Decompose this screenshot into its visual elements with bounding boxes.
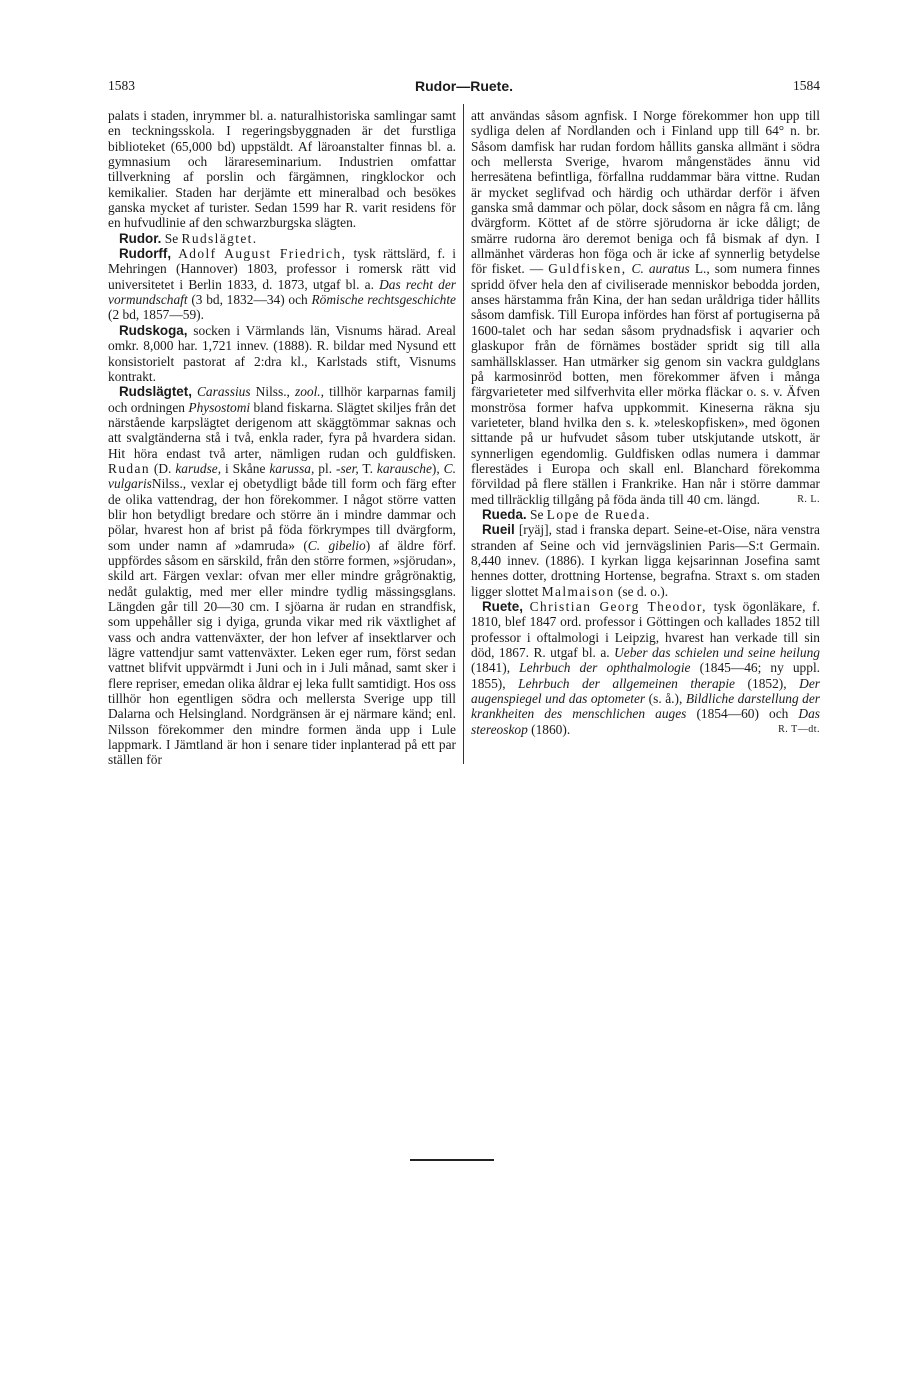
- book-title: Römische rechtsgeschichte: [311, 292, 457, 308]
- entry-rudskoga: Rudskoga, socken i Värmlands län, Visnums härad. Areal omkr. 8,000 har. 1,721 innev. (1888). R. bildar med Nysund ett konsistorielt pastorat af 2:dra kl., Karlstads stift, Visnums kontrakt.: [108, 322, 456, 384]
- right-column: [471, 108, 820, 737]
- book-title: Ueber das schielen und seine heilung: [614, 645, 820, 661]
- book-title: Der augenspiegel und das optometer: [471, 675, 820, 707]
- entry-rueil: Rueil [ryäj], stad i franska depart. Seine-et-Oise, nära venstra stranden af Seine och vid jernvägslinien Paris—S:t Germain. 8,440 innev. (1886). I kyrkan ligga kejsarinnan Josefina samt hennes dotter, drottning Hortense, begrafna. Straxt s. om staden ligger slottet Malmaison (se d. o.).: [471, 522, 820, 599]
- entry-continuation: att användas såsom agnfisk. I Norge förekommer hon upp till sydliga delen af Nordlanden och i Finland upp till 64° n. br. Såsom damfisk har rudan fordom hållits ganska allmänt i södra och mellersta Sverige, hvarom mångenstädes ännu vid herresätena befintliga, förfallna ruddammar bära vittne. Rudan är mycket seglifvad och härdig och uthärdar derför i äfven ganska små dammar och pölar, dock såsom en några få cm. lång dvärgform. Köttet af de större sjörudorna är icke dåligt; de smärre rudorna äro deremot beniga och få bismak af dyn. I allmänhet värderas hon föga och är icke af synnerlig betydelse för fisket. — Guldfisken, C. auratus L., som numera finnes spridd öfver hela den af civiliserade menniskor bebodda jorden, anses härstamma från Kina, der han sedan uråldriga tider hållits såsom damfisk. Till Europa infördes han först af portugiserna på 1600-talet och har sedan såsom prydnadsfisk i aqvarier och glaskupor från de förnämes bostäder spridt sig till alla samhällsklasser. Han utmärker sig genom sin vackra guldglans på karmosinröd botten, men förekommer äfven i många färgvarieteter med silfverhvita eller mörka fläckar o. s. v. Äfven monströsa former hafva uppkommit. Kineserna räkna sju varieteter, bland hvilka den s. k. »teleskopfisken», med ögonen sittande på ur hufvudet såsom tuber utskjutande utskott, är synnerligen egendomlig. Guldfisken odlas numera i dammar flerestädes i Europa och skall enl. Blanchard förekomma förvildad på flere ställen i Frankrike. Han når i större dammar med tillräcklig tillgång på föda ända till 40 cm. längd. R. L.: [471, 108, 820, 507]
- entry-continuation: palats i staden, inrymmer bl. a. naturalhistoriska samlingar samt en teckningsskola. I regeringsbyggnaden är det furstliga biblioteket (65,000 bd) uppstäldt. Af läroanstalter finnas bl. a. gymnasium och lärareseminarium. Industrien omfattar tillverkning af porslin och färgämnen, ringklockor och kemikalier. Staden har derjämte ett mineralbad och besökes ganska mycket af turister. Sedan 1599 har R. varit residens för en hufvudlinie af den schwarzburgska slägten.: [108, 108, 456, 231]
- book-title: Das recht der vormundschaft: [108, 276, 457, 308]
- headword: Ruete,: [482, 599, 523, 614]
- cross-reference: Rudslägtet.: [181, 230, 258, 246]
- book-title: Lehrbuch der ophthalmologie: [519, 660, 691, 676]
- left-column: [108, 108, 456, 768]
- headword: Rudslägtet,: [119, 384, 192, 400]
- author-signature: R. L.: [797, 493, 820, 505]
- cross-reference: Lope de Rueda.: [546, 506, 651, 522]
- headword: Rueda.: [482, 506, 527, 522]
- headword: Rudor.: [119, 230, 162, 246]
- entry-rudorff: Rudorff, Adolf August Friedrich, tysk rättslärd, f. i Mehringen (Hannover) 1803, professor i romersk rätt vid universitetet i Berlin 1833, d. 1873, utgaf bl. a. Das recht der vormundschaft (3 bd, 1832—34) och Römische rechtsgeschichte (2 bd, 1857—59).: [108, 246, 457, 323]
- book-title: Das stereoskop: [471, 706, 820, 737]
- entry-ruete: Ruete, Christian Georg Theodor, tysk ögonläkare, f. 1810, blef 1847 ord. professor i Göttingen och kallades 1852 till professor i oftalmologi i Leipzig, hvarest han verkade till sin död, 1867. R. utgaf bl. a. Ueber das schielen und seine heilung (1841), Lehrbuch der ophthalmologie (1845—46; ny uppl. 1855), Lehrbuch der allgemeinen therapie (1852), Der augenspiegel und das optometer (s. å.), Bildliche darstellung der krankheiten des menschlichen auges (1854—60) och Das stereoskop (1860). R. T—dt.: [471, 599, 821, 737]
- running-title: Rudor—Ruete.: [415, 78, 513, 94]
- book-title: Bildliche darstellung der krankheiten des menschlichen auges: [471, 691, 821, 722]
- running-header: [108, 78, 820, 98]
- headword: Rudskoga,: [119, 322, 188, 338]
- end-of-page-rule: [410, 1159, 494, 1161]
- entry-rudor: Rudor. Se Rudslägtet.: [119, 230, 258, 246]
- book-title: Lehrbuch der allgemeinen therapie: [518, 675, 735, 691]
- headword: Rudorff,: [119, 246, 172, 262]
- author-signature: R. T—dt.: [778, 723, 820, 735]
- entry-rueda: Rueda. Se Lope de Rueda.: [482, 506, 651, 522]
- page-number-left: 1583: [108, 78, 135, 93]
- cross-reference: Malmaison: [541, 583, 615, 599]
- page-number-right: 1584: [793, 78, 820, 93]
- entry-rudslagtet: Rudslägtet, Carassius Nilss., zool., tillhör karparnas familj och ordningen Physostomi bland fiskarna. Slägtet skiljes från det närstående karpslägtet derigenom att skäggtömmar saknas och att svalgtänderna stå i två, enkla rader, fyra på hvardera sidan. Hit höra endast två arter, nämligen rudan och guldfisken. Rudan (D. karudse, i Skåne karussa, pl. -ser, T. karausche), C. vulgarisNilss., vexlar ej obetydligt både till form och färg efter de olika vattendrag, der hon förekommer. I något större vatten blir hon betydligt bredare och större än i mindre dammar och pölar, hvarest hon af brist på föda förkrympes till dvärgform, som under namn af »damruda» (C. gibelio) af äldre förf. uppfördes såsom en särskild, från den större formen, »sjörudan», skild art. Färgen vexlar: ofvan mer eller mindre grågrönaktig, nedåt gulaktig, med mer eller mindre tydlig mässingsglans. Längden går till 20—30 cm. I sjöarna är rudan en strandfisk, som uppehåller sig i dyiga, grunda vikar med rik växtlighet af vass och andra vattenväxter, der hon lefver af insektlarver och lägre vattendjur samt vattenväxter. Leken eger rum, först sedan vattnet blifvit uppvärmdt i Juni och in i Juli månad, samt sker i flere repriser, emedan olika åldrar ej leka fullt samtidigt. Hos oss tillhör hon egentligen södra och mellersta Sverige upp till Dalarna och Helsingland. Nordgränsen är ej närmare känd; enl. Nilsson förekommer den mindre formen ända upp i Lule lappmark. I Jämtland är hon i senare tider inplanterad på ett par ställen för: [108, 384, 456, 768]
- headword: Rueil: [482, 522, 515, 538]
- column-divider: [463, 104, 464, 764]
